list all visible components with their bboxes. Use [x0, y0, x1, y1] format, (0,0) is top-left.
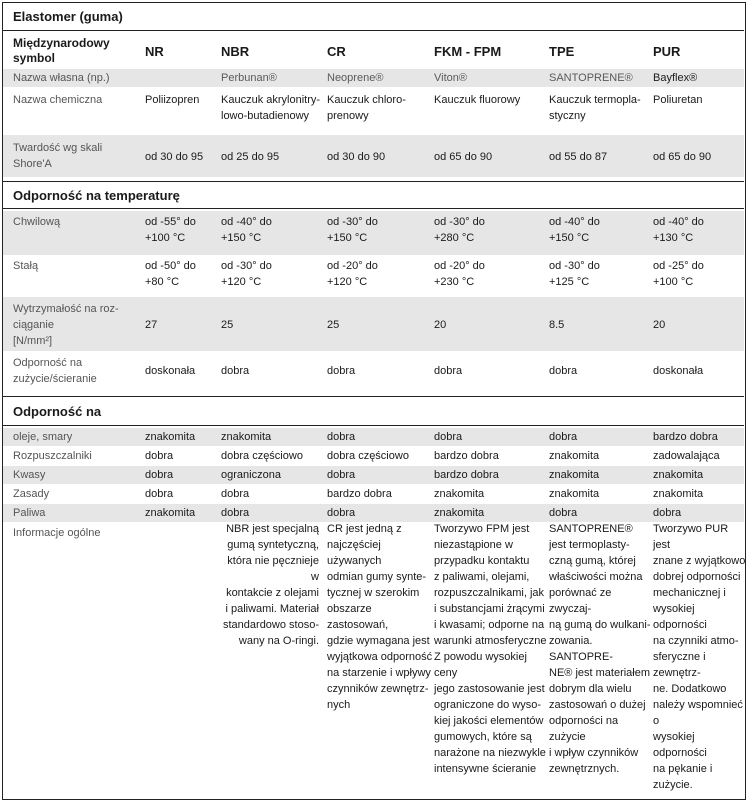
- table-cell: Viton®: [434, 72, 467, 84]
- table-cell: dobra: [327, 507, 356, 519]
- row-label: Informacje ogólne: [13, 527, 101, 539]
- table-cell: 8.5: [549, 319, 565, 331]
- table-row: [3, 351, 744, 391]
- column-header-fkm: FKM - FPM: [434, 44, 502, 59]
- table-cell: od -30° do +280 °C: [434, 216, 485, 244]
- row-label: Stałą: [13, 260, 39, 272]
- table-row-general-info: [3, 524, 744, 798]
- table-cell: dobra: [653, 507, 682, 519]
- table-cell: doskonała: [145, 365, 196, 377]
- table-cell: Poliizopren: [145, 94, 200, 106]
- section-header-resistance: [3, 396, 744, 426]
- table-cell: dobra: [327, 431, 356, 443]
- table-row: [3, 447, 744, 465]
- table-cell: dobra: [549, 431, 578, 443]
- row-label: Kwasy: [13, 469, 46, 481]
- table-cell: dobra: [434, 365, 463, 377]
- table-title-text: Elastomer (guma): [13, 9, 123, 24]
- table-cell: od 30 do 95: [145, 151, 204, 163]
- table-cell: od 65 do 90: [434, 151, 493, 163]
- row-label: Wytrzymałość na roz- ciąganie [N/mm²]: [13, 303, 119, 347]
- table-cell: znakomita: [653, 469, 704, 481]
- info-cr: CR jest jedną z najczęściej używanych odmian gumy synte- tycznej w szerokim obszarze zastosowań, gdzie wymagana jest wyjątkowa odporność na starzenie i wpływy czynników zewnętrz- nych: [327, 523, 433, 711]
- table-cell: dobra: [145, 488, 174, 500]
- table-cell: doskonała: [653, 365, 704, 377]
- table-cell: bardzo dobra: [434, 450, 499, 462]
- section-header-temperature: [3, 181, 744, 209]
- section-title: Odporność na temperaturę: [13, 187, 180, 203]
- info-fkm: Tworzywo FPM jest niezastąpione w przypadku kontaktu z paliwami, olejami, rozpuszczalnikami, jak i substancjami żrącymi i kwasami; odporne na warunki atmosferyczne Z powodu wysokiej ceny jego zastosowanie jest ograniczone do wyso- kiej jakości elementów gumowych, które są narażone na niezwykle intensywne ścieranie: [434, 523, 547, 775]
- table-cell: bardzo dobra: [653, 431, 718, 443]
- table-title: [3, 3, 744, 31]
- table-cell: Bayflex®: [653, 72, 698, 84]
- table-cell: Kauczuk fluorowy: [434, 94, 521, 106]
- table-cell: dobra: [145, 469, 174, 481]
- table-cell: dobra: [549, 507, 578, 519]
- table-row: [3, 87, 744, 135]
- table-cell: od 30 do 90: [327, 151, 386, 163]
- table-cell: znakomita: [549, 469, 600, 481]
- table-cell: od 65 do 90: [653, 151, 712, 163]
- table-cell: od -40° do +130 °C: [653, 216, 704, 244]
- table-row: [3, 428, 744, 446]
- row-label: Odporność na zużycie/ścieranie: [13, 357, 97, 385]
- table-row: [3, 466, 744, 484]
- row-label: Chwilową: [13, 216, 61, 228]
- table-cell: od -30° do +125 °C: [549, 260, 600, 288]
- column-header-nbr: NBR: [221, 44, 250, 59]
- table-row: [3, 211, 744, 255]
- section-title: Odporność na: [13, 403, 102, 419]
- row-label: Nazwa własna (np.): [13, 72, 110, 84]
- table-cell: Perbunan®: [221, 72, 277, 84]
- table-cell: dobra: [221, 488, 250, 500]
- table-cell: bardzo dobra: [434, 469, 499, 481]
- table-cell: dobra: [145, 450, 174, 462]
- table-cell: dobra częściowo: [327, 450, 409, 462]
- info-nbr: NBR jest specjalną gumą syntetyczną, która nie pęcznieje w kontakcie z olejami i paliwami. Materiał standardowo stoso- wany na O-ringi.: [223, 523, 319, 647]
- table-cell: 25: [327, 319, 340, 331]
- table-cell: bardzo dobra: [327, 488, 392, 500]
- column-header-nr: NR: [145, 44, 164, 59]
- table-cell: znakomita: [434, 507, 485, 519]
- table-row: [3, 135, 744, 177]
- table-row: [3, 255, 744, 299]
- table-cell: dobra: [549, 365, 578, 377]
- table-row: [3, 69, 744, 87]
- elastomer-table: [2, 2, 746, 800]
- table-cell: od -20° do +120 °C: [327, 260, 378, 288]
- table-cell: od 55 do 87: [549, 151, 608, 163]
- header-row: [3, 31, 744, 71]
- table-cell: dobra częściowo: [221, 450, 303, 462]
- row-label: Rozpuszczalniki: [13, 450, 92, 462]
- info-pur: Tworzywo PUR jest znane z wyjątkowo dobrej odporności mechanicznej i wysokiej odporności na czynniki atmo- sferyczne i zewnętrz- ne. Dodatkowo należy wspomnieć o wysokiej odporności na pękanie i zużycie.: [653, 523, 746, 791]
- column-header-cr: CR: [327, 44, 346, 59]
- table-row: [3, 297, 744, 351]
- table-cell: dobra: [221, 507, 250, 519]
- table-cell: od -40° do +150 °C: [549, 216, 600, 244]
- table-cell: 27: [145, 319, 158, 331]
- table-cell: dobra: [434, 431, 463, 443]
- table-cell: od -55° do +100 °C: [145, 216, 196, 244]
- table-cell: znakomita: [549, 450, 600, 462]
- table-cell: SANTOPRENE®: [549, 72, 633, 84]
- row-label: Nazwa chemiczna: [13, 94, 103, 106]
- row-label: oleje, smary: [13, 431, 73, 443]
- table-cell: dobra: [327, 469, 356, 481]
- row-label: Twardość wg skali Shore'A: [13, 142, 103, 170]
- table-cell: Kauczuk chloro- prenowy: [327, 94, 406, 122]
- table-cell: ograniczona: [221, 469, 281, 481]
- table-cell: Neoprene®: [327, 72, 384, 84]
- table-cell: Kauczuk akrylonitry- lowo-butadienowy: [221, 94, 321, 122]
- table-cell: od -30° do +150 °C: [327, 216, 378, 244]
- column-header-tpe: TPE: [549, 44, 575, 59]
- table-cell: znakomita: [145, 507, 196, 519]
- table-cell: Poliuretan: [653, 94, 703, 106]
- row-label: Zasady: [13, 488, 50, 500]
- row-label: Paliwa: [13, 507, 46, 519]
- table-cell: znakomita: [221, 431, 272, 443]
- table-cell: od -30° do +120 °C: [221, 260, 272, 288]
- table-cell: 20: [653, 319, 666, 331]
- column-header-pur: PUR: [653, 44, 681, 59]
- table-cell: od -50° do +80 °C: [145, 260, 196, 288]
- header-label: Międzynarodowy symbol: [13, 36, 110, 65]
- table-cell: od -20° do +230 °C: [434, 260, 485, 288]
- info-tpe: SANTOPRENE® jest termoplasty- czną gumą, której właściwości można porównać ze zwyczaj- ną gumą do wulkani- zowania. SANTOPRE- NE® jest materiałem dobrym dla wielu zastosowań o dużej odporności na zużycie i wpływ czynników zewnętrznych.: [549, 523, 651, 775]
- table-cell: dobra: [327, 365, 356, 377]
- table-row: [3, 485, 744, 503]
- table-cell: znakomita: [145, 431, 196, 443]
- table-cell: dobra: [221, 365, 250, 377]
- table-cell: od 25 do 95: [221, 151, 280, 163]
- table-cell: od -40° do +150 °C: [221, 216, 272, 244]
- table-cell: od -25° do +100 °C: [653, 260, 704, 288]
- table-cell: zadowalająca: [653, 450, 720, 462]
- table-cell: 25: [221, 319, 234, 331]
- table-cell: Kauczuk termopla- styczny: [549, 94, 641, 122]
- table-cell: znakomita: [653, 488, 704, 500]
- table-row: [3, 504, 744, 522]
- table-cell: znakomita: [434, 488, 485, 500]
- table-cell: znakomita: [549, 488, 600, 500]
- table-cell: 20: [434, 319, 447, 331]
